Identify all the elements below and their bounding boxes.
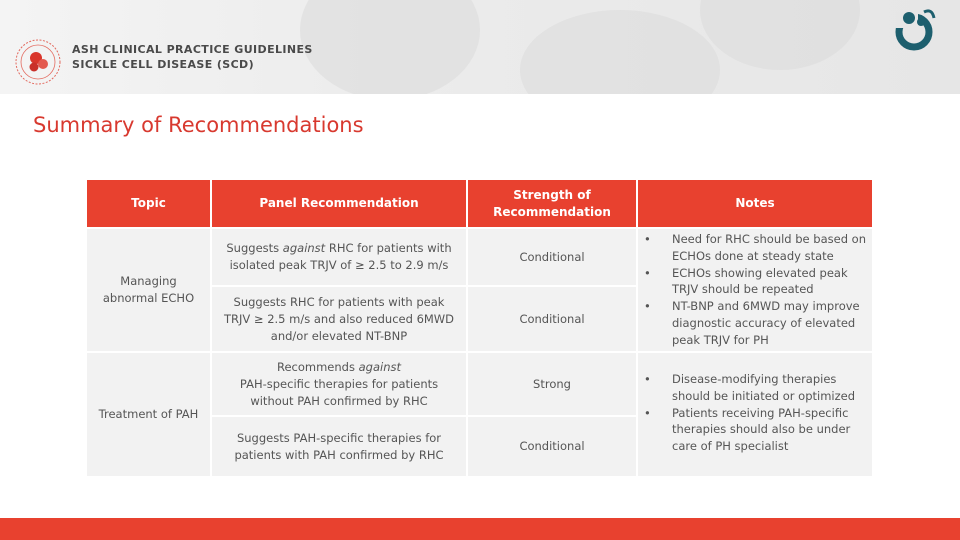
note-item: • Need for RHC should be based on ECHOs done at steady state — [638, 231, 866, 265]
strength-cell: Strong — [468, 353, 636, 415]
notes-list — [638, 371, 872, 455]
recommendations-table — [87, 180, 872, 476]
topic-cell — [87, 353, 210, 476]
note-item: • Disease-modifying therapies should be initiated or optimized — [638, 371, 866, 405]
header-strength: Strength of Recommendation — [468, 180, 636, 227]
notes-list — [638, 231, 872, 349]
strength-cell: Conditional — [468, 229, 636, 285]
footer-bar — [0, 518, 960, 540]
page-title: Summary of Recommendations — [33, 113, 364, 137]
topic-cell — [87, 229, 210, 351]
guidelines-title-line1: ASH CLINICAL PRACTICE GUIDELINES — [72, 43, 313, 56]
topic-label: Treatment of PAH — [98, 407, 199, 421]
header-panel-recommendation: Panel Recommendation — [212, 180, 466, 227]
strength-cell: Conditional — [468, 287, 636, 351]
guidelines-title-line2: SICKLE CELL DISEASE (SCD) — [72, 58, 255, 71]
recommendation-cell — [212, 229, 466, 285]
recommendation-cell — [212, 353, 466, 415]
note-item: • Patients receiving PAH-specific therapies should also be under care of PH specialist — [638, 405, 866, 455]
note-item: • ECHOs showing elevated peak TRJV should be repeated — [638, 265, 866, 299]
recommendation-cell — [212, 417, 466, 476]
recommendation-text: Suggests against RHC for patients with isolated peak TRJV of ≥ 2.5 to 2.9 m/s — [226, 241, 452, 272]
ash-seal-icon — [14, 38, 62, 86]
recommendation-text: Recommends against PAH-specific therapies for patients without PAH confirmed by RHC — [239, 359, 439, 408]
recommendation-text: Suggests PAH-specific therapies for patients with PAH confirmed by RHC — [234, 430, 444, 462]
recommendation-cell — [212, 287, 466, 351]
header-topic: Topic — [87, 180, 210, 227]
note-item: • NT-BNP and 6MWD may improve diagnostic accuracy of elevated peak TRJV for PH — [638, 298, 866, 348]
recommendation-text: Suggests RHC for patients with peak TRJV ≥ 2.5 m/s and also reduced 6MWD and/or elevated NT-BNP — [223, 294, 455, 343]
scd-logo-icon — [886, 4, 940, 52]
notes-cell — [638, 229, 872, 351]
guidelines-title — [72, 42, 313, 72]
strength-cell: Conditional — [468, 417, 636, 476]
notes-cell — [638, 353, 872, 476]
header-banner — [0, 0, 960, 94]
header-notes: Notes — [638, 180, 872, 227]
topic-label: Managing abnormal ECHO — [102, 274, 195, 305]
